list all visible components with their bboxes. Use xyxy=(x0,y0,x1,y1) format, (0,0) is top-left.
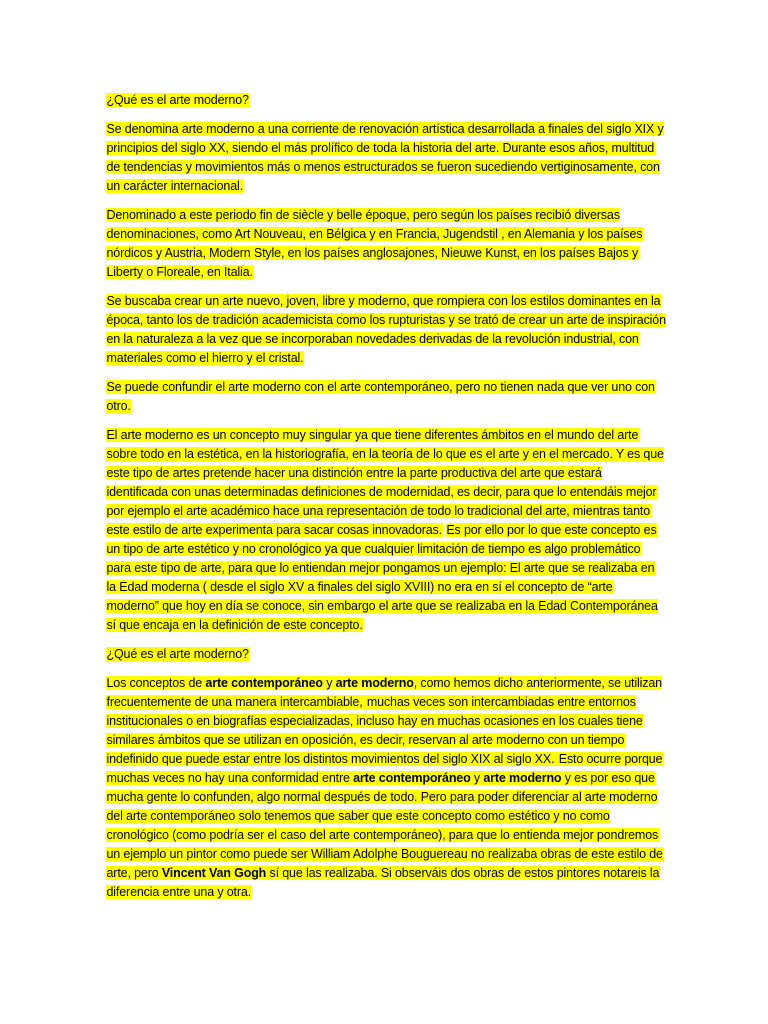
paragraph-text: Se buscaba crear un arte nuevo, joven, libre y moderno, que rompiera con los estilos dominantes en la época, tanto los de tradición academicista como los rupturistas y se trató de crear un arte de inspiración en la naturaleza a la vez que se incorporaban novedades derivadas de la revolución industrial, con materiales como el hierro y el cristal. xyxy=(106,294,666,365)
text-run: Esto ocurre porque muchas veces no hay una conformidad entre xyxy=(106,752,663,785)
paragraph-1 xyxy=(106,120,666,196)
bold-term: arte moderno xyxy=(335,676,414,690)
bold-term: Vincent Van Gogh xyxy=(161,866,267,880)
text-run: y xyxy=(470,771,484,785)
paragraph-6 xyxy=(106,674,666,902)
paragraph-5 xyxy=(106,426,666,635)
paragraph-2 xyxy=(106,206,666,282)
heading-text: ¿Qué es el arte moderno? xyxy=(106,93,249,107)
text-run: Los conceptos de xyxy=(106,676,206,690)
paragraph-text: Denominado a este periodo fin de siècle y belle époque, pero según los países recibió diversas denominaciones, como Art Nouveau, en Bélgica y en Francia, Jugendstil , en Alemania y los países nórdicos y Austria, Modern Style, en los países anglosajones, Nieuwe Kunst, en los países Bajos y Liberty o Floreale, en Italia. xyxy=(106,208,643,279)
section-heading-1 xyxy=(106,91,666,110)
section-heading-2 xyxy=(106,645,666,664)
paragraph-text-part-2: Es por ello por lo que este concepto es un tipo de arte estético y no cronológico ya que cualquier limitación de tiempo es algo problemático para este tipo de arte, para que lo entiendan mejor pongamos un ejemplo: El arte que se realizaba en la Edad moderna ( desde el siglo XV a finales del siglo XVIII) no era en sí el concepto de “arte moderno” que hoy en día se conoce, sin embargo el arte que se realizaba en la Edad Contemporánea sí que encaja en la definición de este concepto. xyxy=(106,523,658,632)
heading-text: ¿Qué es el arte moderno? xyxy=(106,647,249,661)
document-body xyxy=(106,91,666,912)
paragraph-text: Se denomina arte moderno a una corriente de renovación artística desarrollada a finales del siglo XIX y principios del siglo XX, siendo el más prolífico de toda la historia del arte. Durante esos años, multitud de tendencias y movimientos más o menos estructurados se fueron sucediendo vertiginosamente, con un carácter internacional. xyxy=(106,122,664,193)
paragraph-text: Se puede confundir el arte moderno con el arte contemporáneo, pero no tienen nada que ver uno con otro. xyxy=(106,380,655,413)
bold-term: arte contemporáneo xyxy=(205,676,323,690)
bold-term: arte moderno xyxy=(483,771,562,785)
text-run: muchas veces son intercambiadas entre entornos institucionales o en biografías especializadas, incluso hay en muchas ocasiones en los cuales tiene similares ámbitos que se utilizan en oposición, es decir, reservan al arte moderno con un tiempo indefinido que puede estar entre los distintos movimientos del siglo XIX al siglo XX. xyxy=(106,695,643,766)
text-run: , como hemos dicho anteriormente, se utilizan frecuentemente de una manera intercambiable, xyxy=(106,676,662,709)
text-run: sí que las realizaba. Si observáis dos obras de estos pintores notareis la diferencia entre una y otra. xyxy=(106,866,660,899)
text-run: y es por eso que mucha gente lo confunden, algo normal después de todo. Pero para poder diferenciar al arte moderno del arte contemporáneo solo tenemos que saber que este concepto como estético y no como cronológico (como podría ser el caso del arte contemporáneo), para que lo entienda mejor pondremos un ejemplo un pintor como puede ser William Adolphe Bouguereau no realizaba obras de este estilo de arte, pero xyxy=(106,771,663,880)
paragraph-text xyxy=(106,752,663,899)
text-run: y xyxy=(322,676,336,690)
paragraph-text-part-1: El arte moderno es un concepto muy singular ya que tiene diferentes ámbitos en el mundo del arte sobre todo en la estética, en la historiografía, en la teoría de lo que es el arte y en el mercado. Y es que este tipo de artes pretende hacer una distinción entre la parte productiva del arte que estará identificada con unas determinadas definiciones de modernidad, es decir, para que lo entendáis mejor por ejemplo el arte académico hace una representación de todo lo tradicional del arte, mientras tanto este estilo de arte experimenta para sacar cosas innovadoras. xyxy=(106,428,664,537)
bold-term: arte contemporáneo xyxy=(353,771,471,785)
paragraph-4 xyxy=(106,378,666,416)
paragraph-3 xyxy=(106,292,666,368)
